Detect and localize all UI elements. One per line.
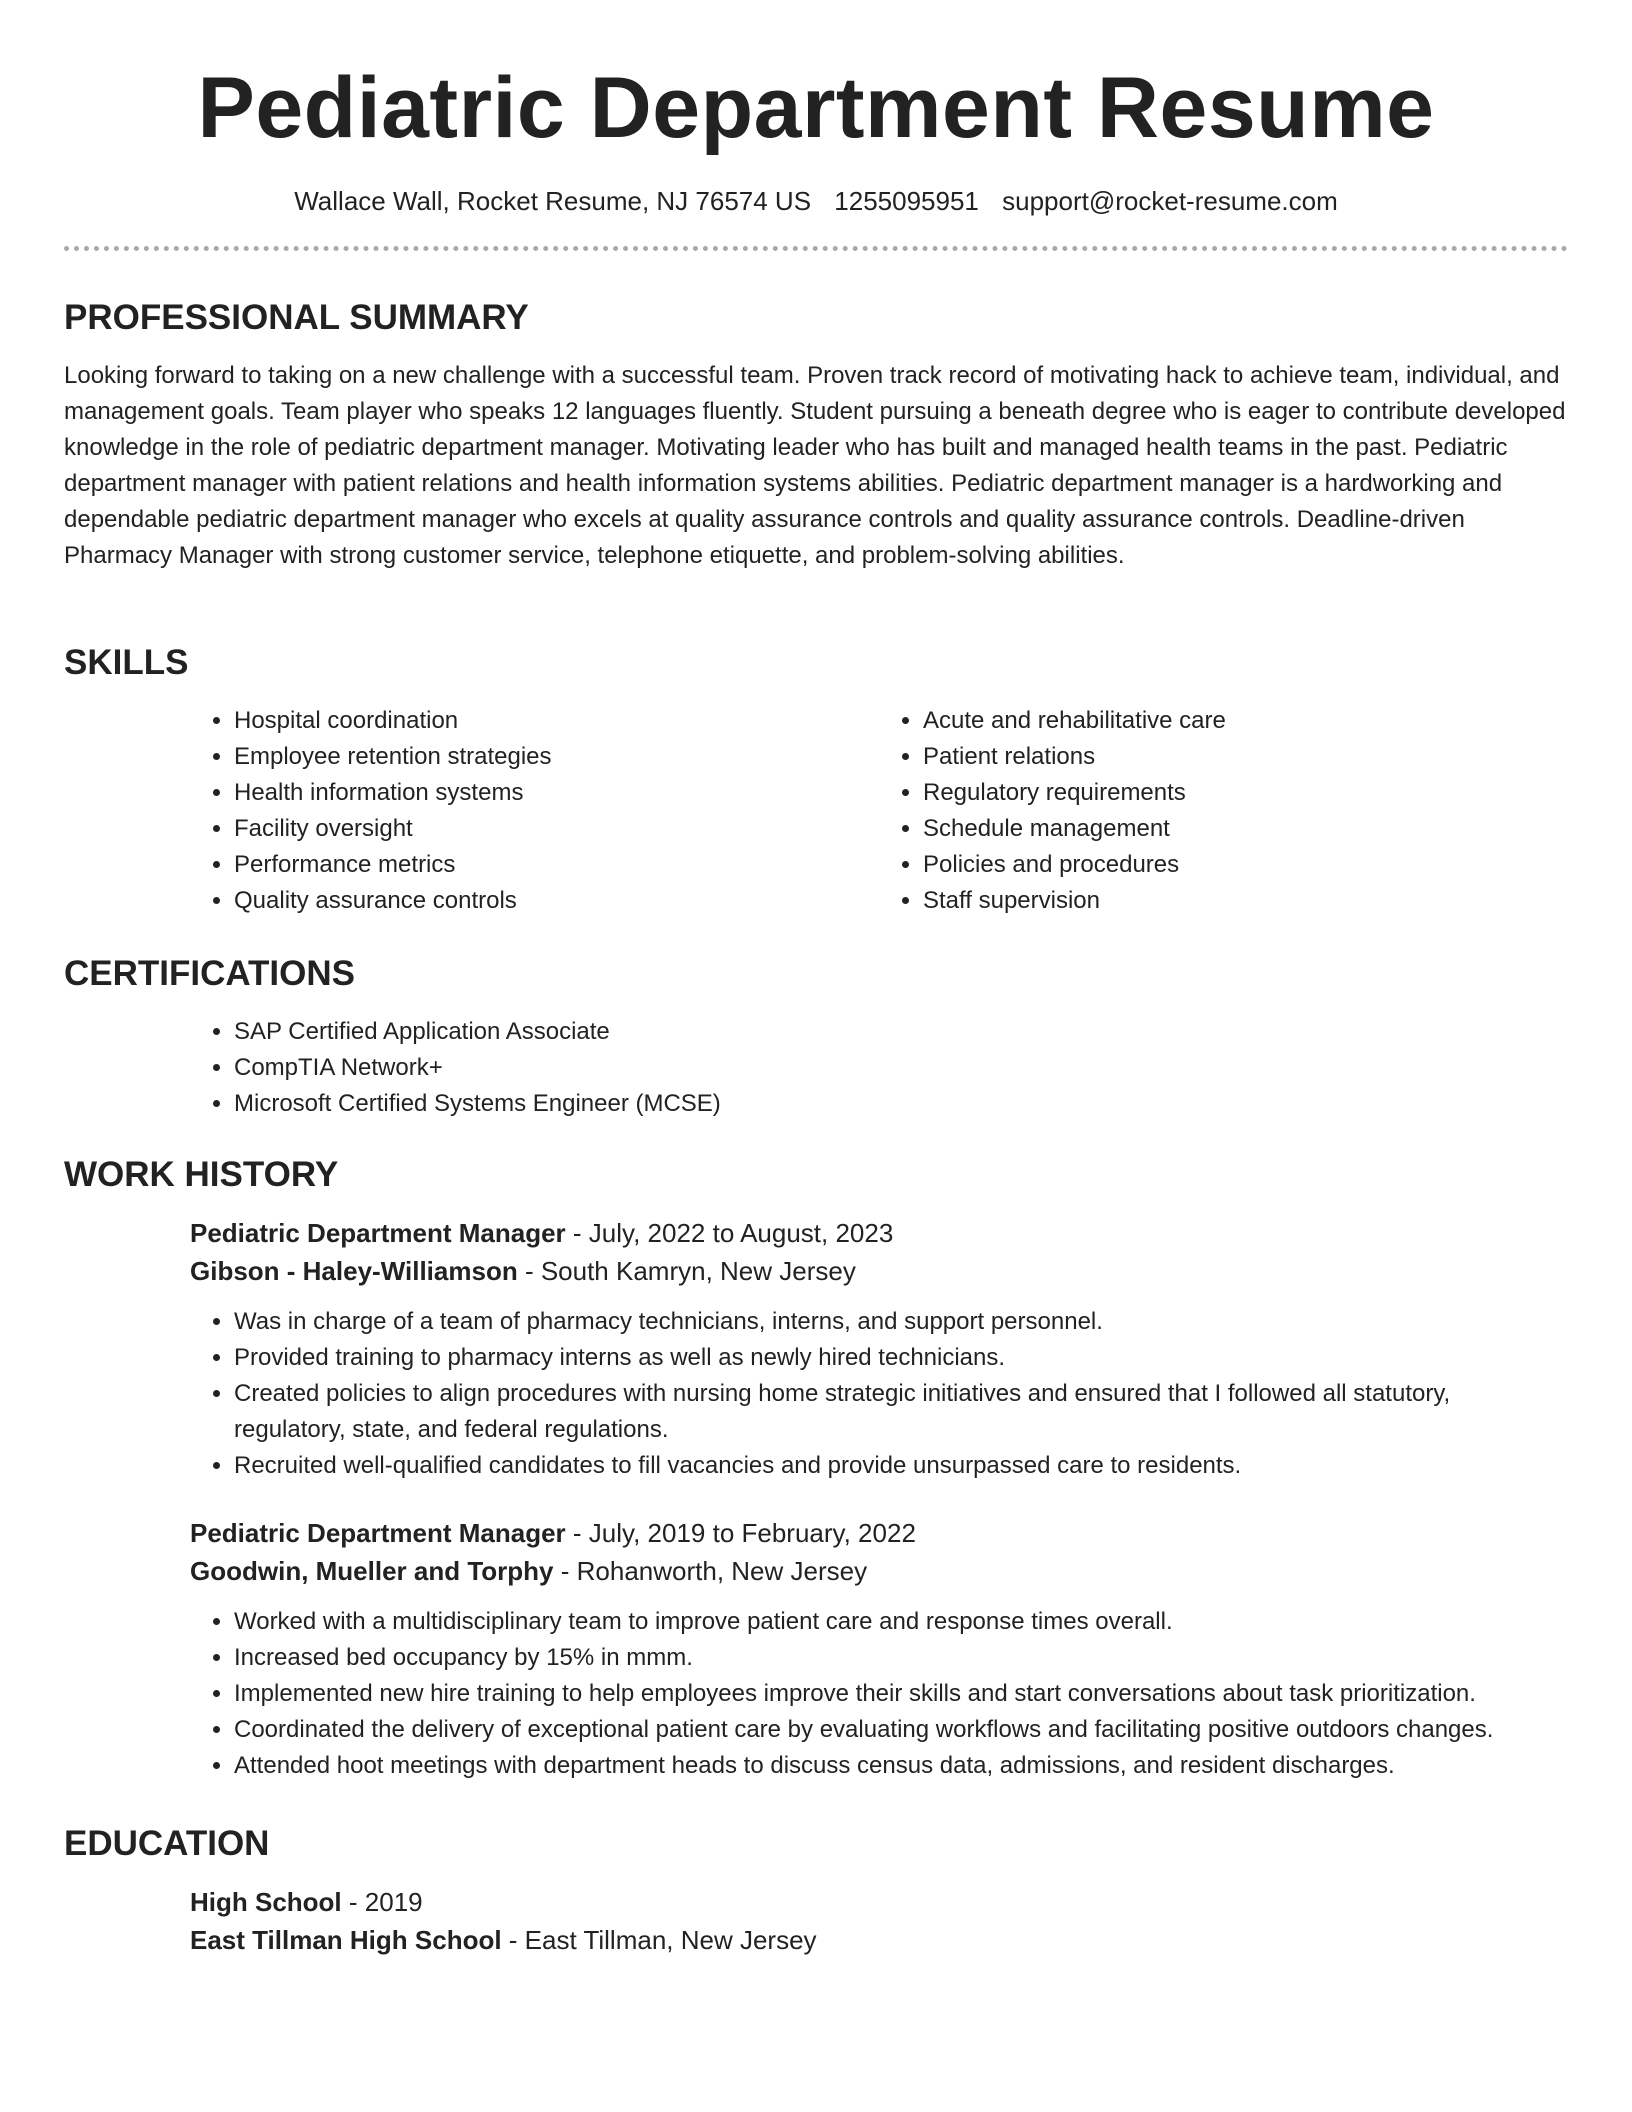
skill-item: • Patient relations [923, 739, 1568, 775]
contact-line [64, 184, 1568, 218]
skill-item: • Facility oversight [234, 811, 879, 847]
contact-email: support@rocket-resume.com [1002, 186, 1338, 216]
skill-item: • Employee retention strategies [234, 739, 879, 775]
education-section [64, 1822, 1568, 1959]
skill-item: • Staff supervision [923, 883, 1568, 919]
job-company: Goodwin, Mueller and Torphy [190, 1556, 554, 1586]
skill-item: • Hospital coordination [234, 703, 879, 739]
job-title-line [190, 1214, 1568, 1252]
education-heading: EDUCATION [64, 1824, 270, 1863]
job-title: Pediatric Department Manager [190, 1518, 566, 1548]
certifications-section [64, 952, 1568, 1122]
contact-address: Wallace Wall, Rocket Resume, NJ 76574 US [294, 186, 812, 216]
job-bullet: • Recruited well-qualified candidates to fill vacancies and provide unsurpassed care to residents. [234, 1448, 1568, 1484]
job-bullet: • Created policies to align procedures with nursing home strategic initiatives and ensured that I followed all statutory, regulatory, state, and federal regulations. [234, 1376, 1568, 1448]
education-school: East Tillman High School [190, 1925, 502, 1955]
job-bullet: • Coordinated the delivery of exceptional patient care by evaluating workflows and facilitating positive outdoors changes. [234, 1712, 1568, 1748]
summary-section [64, 296, 1568, 574]
summary-text: Looking forward to taking on a new challenge with a successful team. Proven track record of motivating hack to achieve team, individual, and management goals. Team player who speaks 12 languages fluently. Student pursuing a beneath degree who is eager to contribute developed knowledge in the role of pediatric department manager. Motivating leader who has built and managed health teams in the past. Pediatric department manager with patient relations and health information systems abilities. Pediatric department manager is a hardworking and dependable pediatric department manager who excels at quality assurance controls and quality assurance controls. Deadline-driven Pharmacy Manager with strong customer service, telephone etiquette, and problem-solving abilities. [64, 362, 1566, 569]
skills-heading: SKILLS [64, 643, 189, 682]
skill-item: • Performance metrics [234, 847, 879, 883]
skill-item: • Acute and rehabilitative care [923, 703, 1568, 739]
job-company: Gibson - Haley-Williamson [190, 1256, 518, 1286]
job-company-line [190, 1252, 1568, 1290]
skills-section [64, 641, 1568, 919]
skill-item: • Quality assurance controls [234, 883, 879, 919]
job-title-line [190, 1514, 1568, 1552]
education-year: - 2019 [341, 1887, 423, 1917]
work-history-section [64, 1153, 1568, 1784]
skills-list-right [879, 703, 1568, 919]
education-degree-line [190, 1883, 1568, 1921]
certifications-heading: CERTIFICATIONS [64, 954, 356, 993]
job-bullet: • Increased bed occupancy by 15% in mmm. [234, 1640, 1568, 1676]
job-location: - Rohanworth, New Jersey [553, 1556, 868, 1586]
summary-heading: PROFESSIONAL SUMMARY [64, 298, 529, 337]
job-dates: - July, 2019 to February, 2022 [565, 1518, 916, 1548]
contact-phone: 1255095951 [834, 186, 979, 216]
skill-item: • Policies and procedures [923, 847, 1568, 883]
education-school-line [190, 1921, 1568, 1959]
job-bullets [190, 1304, 1568, 1484]
education-degree: High School [190, 1887, 342, 1917]
skills-grid [190, 703, 1568, 919]
job-bullet: • Provided training to pharmacy interns as well as newly hired technicians. [234, 1340, 1568, 1376]
education-entry [190, 1883, 1568, 1959]
certifications-list [190, 1014, 1568, 1122]
job-dates: - July, 2022 to August, 2023 [565, 1218, 894, 1248]
skill-item: • Regulatory requirements [923, 775, 1568, 811]
resume-title: Pediatric Department Resume [197, 60, 1435, 156]
education-location: - East Tillman, New Jersey [501, 1925, 817, 1955]
job-bullets [190, 1604, 1568, 1784]
certification-item: • SAP Certified Application Associate [234, 1014, 1568, 1050]
job-bullet: • Worked with a multidisciplinary team to improve patient care and response times overall. [234, 1604, 1568, 1640]
skill-item: • Schedule management [923, 811, 1568, 847]
job-company-line [190, 1552, 1568, 1590]
skills-list-left [190, 703, 879, 919]
job-bullet: • Implemented new hire training to help employees improve their skills and start conversations about task prioritization. [234, 1676, 1568, 1712]
certification-item: • CompTIA Network+ [234, 1050, 1568, 1086]
job-title: Pediatric Department Manager [190, 1218, 566, 1248]
job-location: - South Kamryn, New Jersey [517, 1256, 856, 1286]
header-divider [64, 246, 1568, 251]
skill-item: • Health information systems [234, 775, 879, 811]
job-bullet: • Was in charge of a team of pharmacy technicians, interns, and support personnel. [234, 1304, 1568, 1340]
job-bullet: • Attended hoot meetings with department heads to discuss census data, admissions, and resident discharges. [234, 1748, 1568, 1784]
certification-item: • Microsoft Certified Systems Engineer (MCSE) [234, 1086, 1568, 1122]
work-history-heading: WORK HISTORY [64, 1155, 339, 1194]
job-entry [190, 1214, 1568, 1484]
job-entry [190, 1514, 1568, 1784]
